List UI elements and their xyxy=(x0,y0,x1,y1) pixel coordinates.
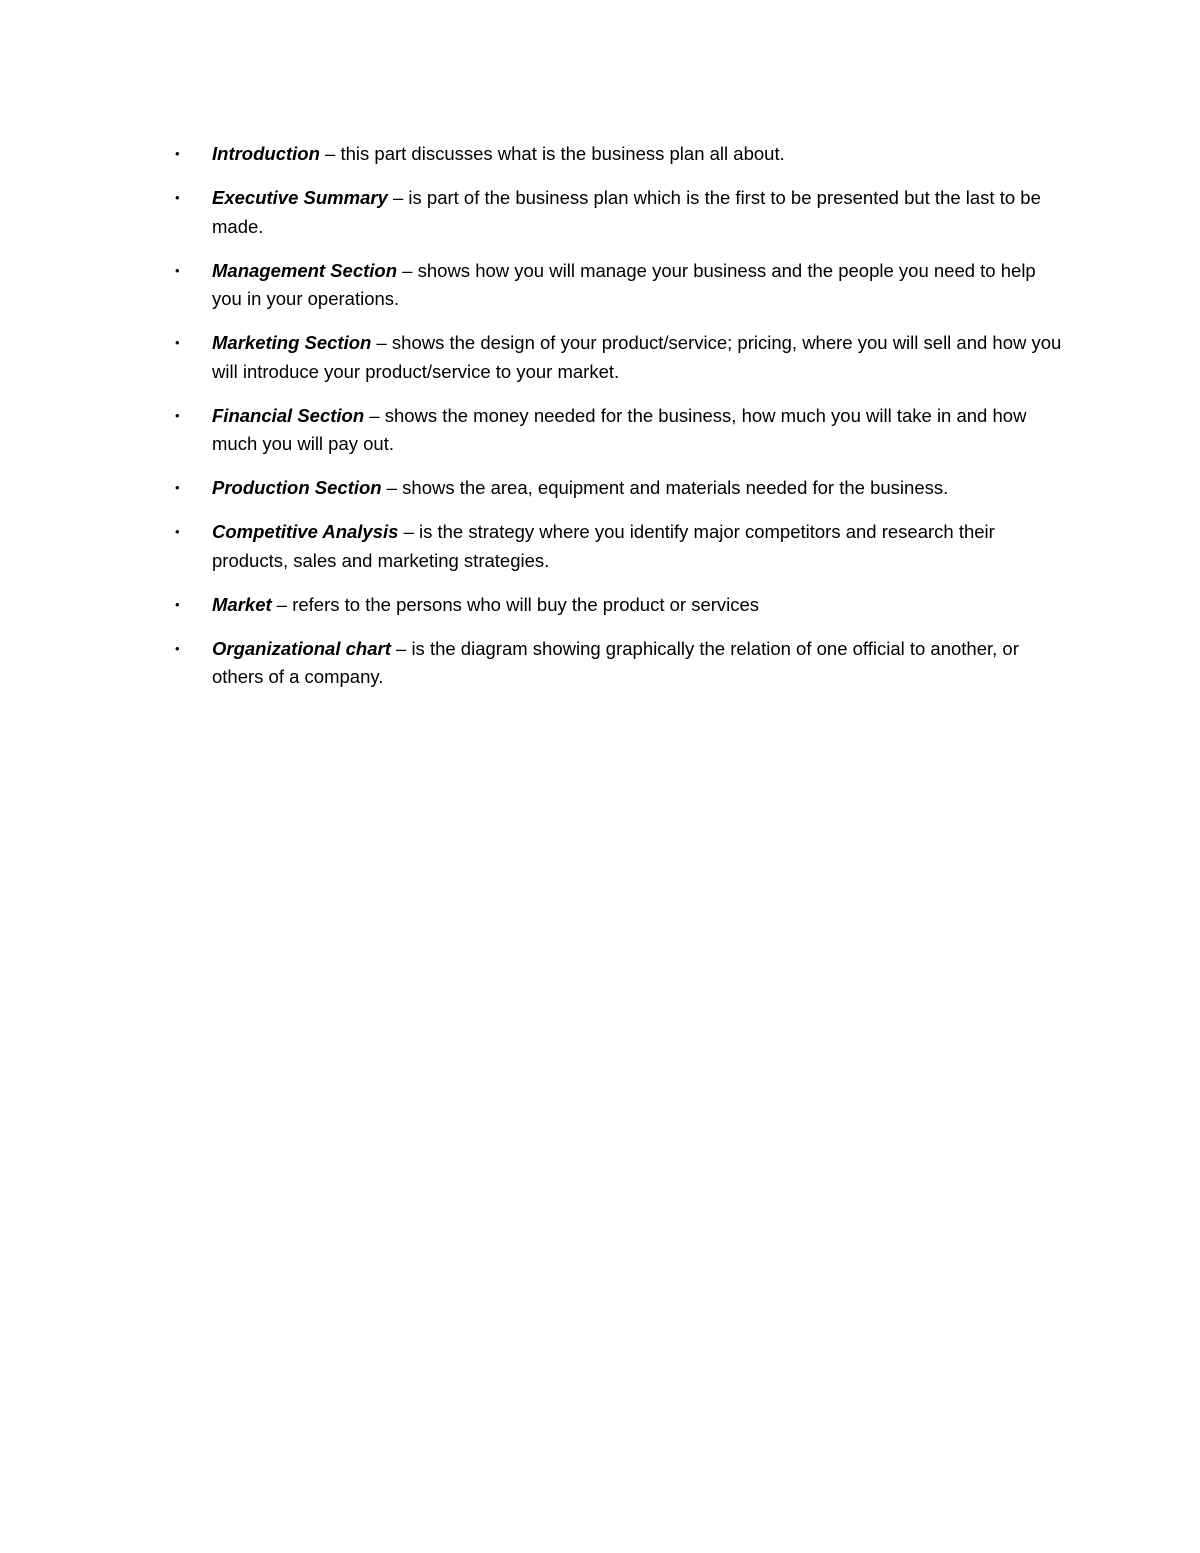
term-label: Introduction xyxy=(212,143,320,164)
bullet-icon: • xyxy=(175,596,180,612)
list-item xyxy=(170,402,1070,459)
term-label: Marketing Section xyxy=(212,332,372,353)
term-label: Management Section xyxy=(212,259,398,281)
bullet-icon: • xyxy=(175,262,180,278)
term-definition: – shows the area, equipment and materials needed for the business. xyxy=(381,477,949,498)
bullet-icon: • xyxy=(175,524,180,539)
list-item xyxy=(170,184,1070,241)
bullet-icon: • xyxy=(175,640,180,656)
term-definition: – is part of the business plan which is the first to be presented but the last to be made. xyxy=(212,187,1041,237)
list-item xyxy=(170,518,1070,575)
term-definition: – this part discusses what is the business plan all about. xyxy=(319,143,785,164)
list-item xyxy=(170,635,1070,692)
term-definition: – is the diagram showing graphically the relation of one official to another, or others of a company. xyxy=(212,637,1019,687)
bullet-icon: • xyxy=(175,146,180,161)
bullet-icon: • xyxy=(175,480,180,495)
term-label: Production Section xyxy=(212,477,382,498)
list-item xyxy=(170,329,1070,386)
term-definition: – shows the money needed for the business, how much you will take in and how much you will pay out. xyxy=(212,404,1027,454)
term-definition: – shows how you will manage your business and the people you need to help you in your operations. xyxy=(212,259,1036,309)
term-label: Organizational chart xyxy=(212,637,391,659)
list-item xyxy=(170,591,1070,620)
list-item xyxy=(170,257,1070,314)
term-definition: – is the strategy where you identify major competitors and research their products, sales and marketing strategies. xyxy=(212,521,995,571)
term-definition: – shows the design of your product/service; pricing, where you will sell and how you will introduce your product/service to your market. xyxy=(212,332,1062,382)
bullet-icon: • xyxy=(175,190,180,205)
term-label: Executive Summary xyxy=(212,187,388,208)
list-item xyxy=(170,474,1070,503)
term-label: Competitive Analysis xyxy=(212,521,399,542)
bullet-icon: • xyxy=(175,335,180,350)
term-label: Financial Section xyxy=(212,404,365,426)
list-item xyxy=(170,140,1070,169)
bullet-icon: • xyxy=(175,407,180,423)
term-definition: – refers to the persons who will buy the product or services xyxy=(271,593,760,615)
definition-list xyxy=(170,140,1070,707)
term-label: Market xyxy=(212,593,272,615)
